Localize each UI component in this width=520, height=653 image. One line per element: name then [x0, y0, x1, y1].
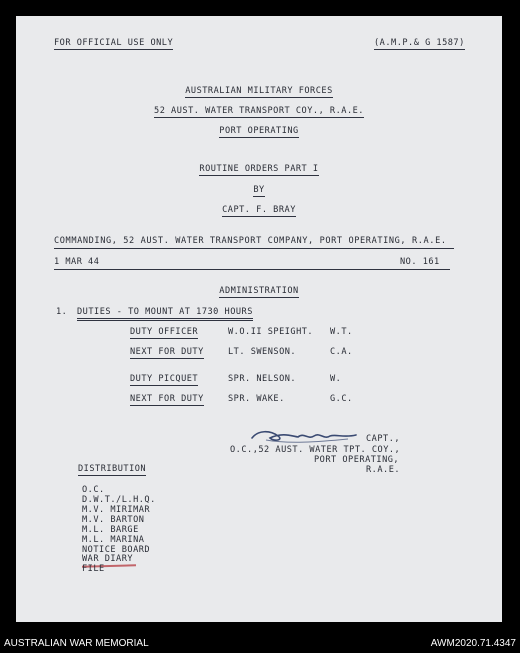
duty-initials: G.C.	[330, 394, 353, 404]
item-number: 1.	[56, 307, 68, 317]
date-rule	[54, 269, 450, 270]
distribution-item: WAR DIARY	[82, 554, 134, 564]
duty-role: DUTY PICQUET	[130, 374, 199, 384]
handwritten-signature	[248, 426, 360, 446]
duty-initials: W.T.	[330, 327, 353, 337]
distribution-item: M.L. MARINA	[82, 535, 145, 545]
distribution-item: M.V. MIRIMAR	[82, 505, 151, 515]
subunit-title: PORT OPERATING	[219, 126, 299, 136]
distribution-title: DISTRIBUTION	[78, 464, 147, 474]
distribution-item: FILE	[82, 564, 105, 574]
duty-initials: W.	[330, 374, 342, 384]
unit-title: 52 AUST. WATER TRANSPORT COY., R.A.E.	[154, 106, 364, 116]
section-title: ADMINISTRATION	[219, 286, 299, 296]
distribution-item: M.V. BARTON	[82, 515, 145, 525]
commanding-rule	[54, 248, 454, 249]
order-date: 1 MAR 44	[54, 257, 100, 267]
distribution-item: M.L. BARGE	[82, 525, 139, 535]
duty-initials: C.A.	[330, 347, 353, 357]
duty-person: SPR. NELSON.	[228, 374, 297, 384]
commanding-line: COMMANDING, 52 AUST. WATER TRANSPORT COMPANY, PORT OPERATING, R.A.E.	[54, 236, 447, 246]
duty-role: DUTY OFFICER	[130, 327, 199, 337]
signature-rank: CAPT.,	[366, 434, 401, 444]
doc-type: ROUTINE ORDERS PART I	[199, 164, 319, 174]
author-name: CAPT. F. BRAY	[222, 205, 296, 215]
document-page	[16, 16, 502, 622]
org-title: AUSTRALIAN MILITARY FORCES	[185, 86, 333, 96]
distribution-item: D.W.T./L.H.Q.	[82, 495, 156, 505]
by-label: BY	[253, 185, 265, 195]
footer-accession-number: AWM2020.71.4347	[430, 638, 516, 649]
duty-person: SPR. WAKE.	[228, 394, 285, 404]
form-reference: (A.M.P.& G 1587)	[374, 38, 465, 48]
signature-line-2: PORT OPERATING,	[314, 455, 400, 465]
classification-label: FOR OFFICIAL USE ONLY	[54, 38, 174, 48]
order-number: NO. 161	[400, 257, 440, 267]
duty-role: NEXT FOR DUTY	[130, 347, 204, 357]
duty-person: LT. SWENSON.	[228, 347, 297, 357]
duty-role: NEXT FOR DUTY	[130, 394, 204, 404]
signature-line-1: O.C.,52 AUST. WATER TPT. COY.,	[230, 445, 401, 455]
distribution-item: NOTICE BOARD	[82, 545, 151, 555]
signature-line-3: R.A.E.	[366, 465, 401, 475]
distribution-item: O.C.	[82, 485, 105, 495]
duty-person: W.O.II SPEIGHT.	[228, 327, 314, 337]
footer-archive-label: AUSTRALIAN WAR MEMORIAL	[4, 638, 149, 649]
item-title: DUTIES - TO MOUNT AT 1730 HOURS	[77, 307, 253, 321]
